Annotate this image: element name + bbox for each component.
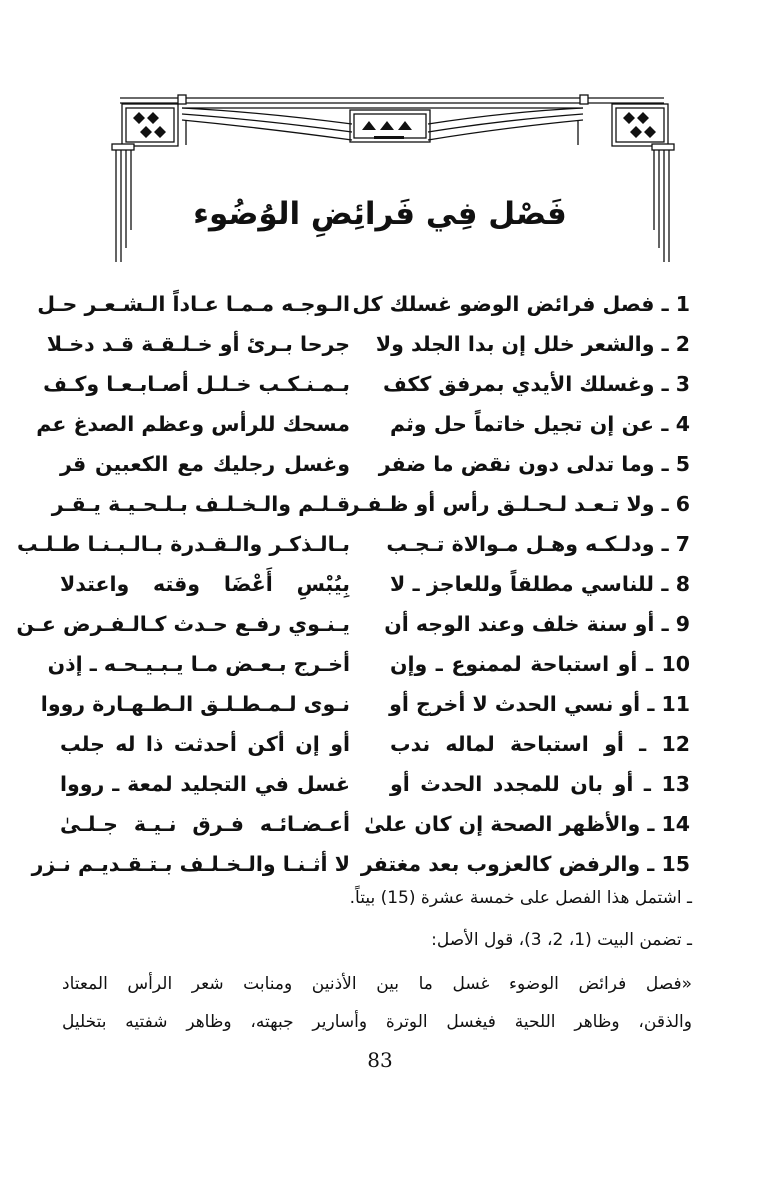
verse-line: [0, 848, 760, 888]
page-number: 83: [367, 1048, 393, 1072]
verse-line: [0, 768, 760, 808]
verse-line: [0, 528, 760, 568]
verse-line: [0, 448, 760, 488]
verse-first-hemistich: 13 ـ أو بان للمجدد الحدث أو: [390, 772, 690, 796]
verse-first-hemistich: 2 ـ والشعر خلل إن بدا الجلد ولا: [375, 332, 690, 356]
verse-second-hemistich: الـوجـه مـمـا عـاداً الـشـعـر حـل: [37, 292, 350, 316]
verse-second-hemistich: لا أثـنـا والـخـلـف بـتـقـديـم نـزر: [31, 852, 350, 876]
verse-second-hemistich: بِيُبْسِ أَعْضَا وقته واعتدلا: [60, 572, 350, 596]
verse-first-hemistich: 1 ـ فصل فرائض الوضو غسلك كل: [352, 292, 690, 316]
verse-first-hemistich: 12 ـ أو استباحة لماله ندب: [390, 732, 690, 756]
verse-first-hemistich: 3 ـ وغسلك الأيدي بمرفق ككف: [383, 372, 690, 396]
verse-first-hemistich: 8 ـ للناسي مطلقاً وللعاجز ـ لا: [390, 572, 690, 596]
verse-second-hemistich: أو إن أكن أحدثت ذا له جلب: [60, 732, 350, 756]
verse-first-hemistich: 7 ـ ودلـكـه وهـل مـوالاة تـجـب: [386, 532, 690, 556]
verse-second-hemistich: قـلـم والـخـلـف بـلـحـيـة يـقـر: [51, 492, 350, 516]
verse-line: [0, 488, 760, 528]
quote-line: والذقن، وظاهر اللحية فيغسل الوترة وأسارير جبهته، وظاهر شفتيه بتخليل: [62, 1012, 692, 1032]
verse-second-hemistich: بـالـذكـر والـقـدرة بـالـبـنـا طـلـب: [17, 532, 350, 556]
verse-line: [0, 568, 760, 608]
verse-first-hemistich: 14 ـ والأظهر الصحة إن كان علىٰ: [364, 812, 690, 836]
verse-first-hemistich: 9 ـ أو سنة خلف وعند الوجه أن: [384, 612, 690, 636]
verse-line: [0, 368, 760, 408]
verse-second-hemistich: جرحا بـرئ أو خـلـقـة قـد دخـلا: [46, 332, 350, 356]
verse-second-hemistich: أعـضـائـه فـرق نـيـة جـلـىٰ: [60, 812, 350, 836]
verse-line: [0, 728, 760, 768]
verse-line: [0, 608, 760, 648]
verse-line: [0, 808, 760, 848]
verse-second-hemistich: وغسل رجليك مع الكعبين قر: [60, 452, 350, 476]
verse-first-hemistich: 5 ـ وما تدلى دون نقض ما ضفر: [378, 452, 690, 476]
verse-line: [0, 328, 760, 368]
verse-first-hemistich: 6 ـ ولا تـعـد لـحـلـق رأس أو ظـفـر: [347, 492, 690, 516]
note-verse-count: ـ اشتمل هذا الفصل على خمسة عشرة (15) بيتاً.: [349, 888, 692, 908]
source-quote: [62, 965, 692, 1041]
note-source-reference: ـ تضمن البيت (1، 2، 3)، قول الأصل:: [431, 930, 692, 950]
verse-first-hemistich: 15 ـ والرفض كالعزوب بعد مغتفر: [360, 852, 690, 876]
quote-line: «فصل فرائض الوضوء غسل ما بين الأذنين ومنابت شعر الرأس المعتاد: [62, 974, 692, 994]
verse-second-hemistich: أخـرج بـعـض مـا يـبـيـحـه ـ إذن: [47, 652, 350, 676]
verse-first-hemistich: 4 ـ عن إن تجيل خاتماً حل وثم: [390, 412, 690, 436]
verse-first-hemistich: 11 ـ أو نسي الحدث لا أخرج أو: [389, 692, 690, 716]
verse-list: [0, 288, 760, 888]
verse-line: [0, 288, 760, 328]
verse-line: [0, 408, 760, 448]
verse-line: [0, 688, 760, 728]
ornamental-header-frame: [0, 0, 760, 280]
verse-second-hemistich: نـوى لـمـطـلـق الـطـهـارة رووا: [40, 692, 350, 716]
page-title: فَصْل فِي فَرائِضِ الوُضُوء: [193, 196, 567, 232]
verse-second-hemistich: بـمـنـكـب خـلـل أصـابـعـا وكـف: [43, 372, 350, 396]
verse-first-hemistich: 10 ـ أو استباحة لممنوع ـ وإن: [390, 652, 690, 676]
verse-second-hemistich: غسل في التجليد لمعة ـ رووا: [60, 772, 350, 796]
verse-second-hemistich: يـنـوي رفـع حـدث كـالـفـرض عـن: [16, 612, 350, 636]
verse-line: [0, 648, 760, 688]
verse-second-hemistich: مسحك للرأس وعظم الصدغ عم: [36, 412, 350, 436]
